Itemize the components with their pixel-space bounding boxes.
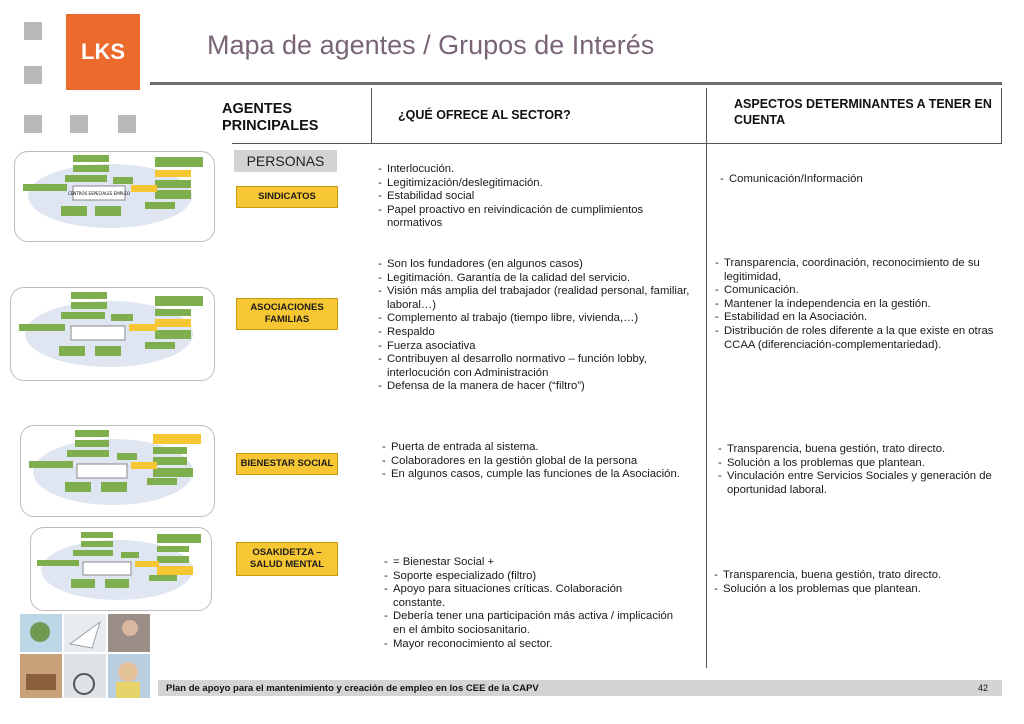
list-item: - Solución a los problemas que plantean. — [714, 583, 996, 597]
offers-list-bienestar — [382, 441, 700, 482]
list-item: - Distribución de roles diferente a la que existe en otras CCAA (diferenciación-complementariedad). — [715, 325, 995, 352]
list-item: - Mantener la independencia en la gestión. — [715, 298, 995, 312]
footer-text: Plan de apoyo para el mantenimiento y creación de empleo en los CEE de la CAPV — [166, 682, 539, 694]
column-divider — [706, 88, 707, 668]
footer-bar — [158, 680, 1002, 696]
agent-tag-bienestar-social: BIENESTAR SOCIAL — [236, 453, 338, 475]
agent-tag-osakidetza: OSAKIDETZA – SALUD MENTAL — [236, 542, 338, 576]
header-agents: AGENTES PRINCIPALES — [222, 101, 319, 134]
page-number: 42 — [977, 683, 988, 693]
decor-square — [70, 115, 88, 133]
list-item: - Interlocución. — [378, 163, 700, 177]
column-divider — [1001, 88, 1002, 144]
aspects-list-asociaciones — [715, 257, 995, 352]
agent-map-thumbnail — [14, 151, 215, 242]
list-item: - Soporte especializado (filtro) — [384, 570, 674, 584]
decor-square — [24, 22, 42, 40]
list-item: - Transparencia, buena gestión, trato directo. — [718, 443, 994, 457]
agent-map-thumbnail — [30, 527, 212, 611]
column-divider — [371, 88, 372, 143]
aspects-list-osakidetza — [714, 569, 996, 596]
list-item: - Transparencia, coordinación, reconocimiento de su legitimidad, — [715, 257, 995, 284]
photo-collage — [20, 614, 150, 698]
list-item: - Colaboradores en la gestión global de la persona — [382, 455, 700, 469]
header-aspects: ASPECTOS DETERMINANTES A TENER EN CUENTA — [734, 97, 992, 127]
list-item: - Estabilidad en la Asociación. — [715, 311, 995, 325]
agent-map-diagram — [31, 528, 211, 610]
list-item: - Vinculación entre Servicios Sociales y generación de oportunidad laboral. — [718, 470, 994, 497]
list-item: - Respaldo — [378, 326, 700, 340]
list-item: - = Bienestar Social + — [384, 556, 674, 570]
svg-text:CENTROS ESPECIALES EMPLEO: CENTROS ESPECIALES EMPLEO — [67, 191, 131, 196]
offers-list-asociaciones — [378, 258, 700, 394]
agent-map-diagram — [21, 426, 214, 516]
agent-tag-sindicatos: SINDICATOS — [236, 186, 338, 208]
decor-square — [118, 115, 136, 133]
list-item: - Legitimación. Garantía de la calidad del servicio. — [378, 272, 700, 286]
agent-map-diagram — [15, 152, 214, 241]
list-item: - Son los fundadores (en algunos casos) — [378, 258, 700, 272]
list-item: - En algunos casos, cumple las funciones de la Asociación. — [382, 468, 700, 482]
list-item: - Defensa de la manera de hacer (“filtro”) — [378, 380, 700, 394]
list-item: - Contribuyen al desarrollo normativo – función lobby, interlocución con Administración — [378, 353, 700, 380]
agent-map-diagram — [11, 288, 214, 380]
list-item: - Complemento al trabajo (tiempo libre, vivienda,…) — [378, 312, 700, 326]
list-item: - Legitimización/deslegitimación. — [378, 177, 700, 191]
list-item: - Transparencia, buena gestión, trato directo. — [714, 569, 996, 583]
personas-label: PERSONAS — [234, 150, 337, 172]
agent-map-thumbnail — [20, 425, 215, 517]
decor-square — [24, 115, 42, 133]
list-item: - Apoyo para situaciones críticas. Colaboración constante. — [384, 583, 674, 610]
list-item: - Debería tener una participación más activa / implicación en el ámbito sociosanitario. — [384, 610, 674, 637]
list-item: - Estabilidad social — [378, 190, 700, 204]
list-item: - Solución a los problemas que plantean. — [718, 457, 994, 471]
list-item: - Fuerza asociativa — [378, 340, 700, 354]
list-item: - Mayor reconocimiento al sector. — [384, 638, 674, 652]
list-item: - Comunicación/Información — [720, 173, 990, 187]
list-item: - Papel proactivo en reivindicación de cumplimientos normativos — [378, 204, 700, 231]
agent-map-thumbnail — [10, 287, 215, 381]
lks-logo: LKS — [66, 14, 140, 90]
list-item: - Visión más amplia del trabajador (realidad personal, familiar, laboral…) — [378, 285, 700, 312]
list-item: - Comunicación. — [715, 284, 995, 298]
decor-square — [24, 66, 42, 84]
aspects-list-bienestar — [718, 443, 994, 497]
offers-list-sindicatos — [378, 163, 700, 231]
header-divider — [232, 143, 1002, 144]
header-offers: ¿QUÉ OFRECE AL SECTOR? — [398, 108, 571, 122]
list-item: - Puerta de entrada al sistema. — [382, 441, 700, 455]
aspects-list-sindicatos — [720, 173, 990, 187]
offers-list-osakidetza — [384, 556, 674, 651]
title-divider — [150, 82, 1002, 85]
page-title: Mapa de agentes / Grupos de Interés — [207, 30, 655, 60]
agent-tag-asociaciones-familias: ASOCIACIONES FAMILIAS — [236, 298, 338, 330]
